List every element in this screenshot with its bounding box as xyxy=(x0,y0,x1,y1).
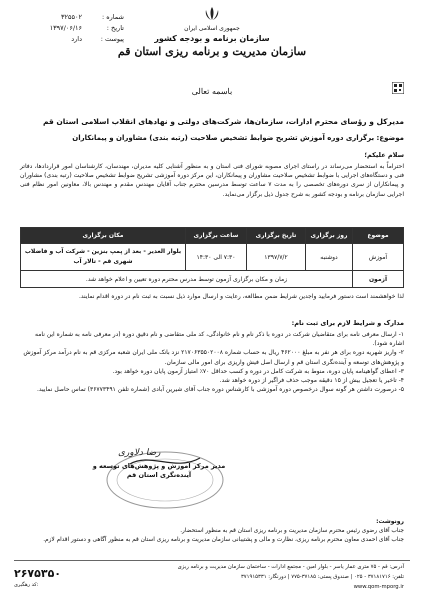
salutation: سلام علیکم؛ xyxy=(364,151,404,159)
department-title: سازمان مدیریت و برنامه ریزی استان قم xyxy=(117,45,307,58)
letter-subject: موضوع: برگزاری دوره آموزش تشریح ضوابط تشخیص صلاحیت (رتبه بندی) مشاوران و پیمانکاران xyxy=(72,134,404,142)
course-venue: بلوار الغدیر - بعد از پمپ بنزین - شرکت آب و فاضلاب شهری قم - تالار آب xyxy=(21,244,186,271)
table-row xyxy=(21,244,404,271)
exam-subject: آزمون xyxy=(353,271,404,288)
requirements-list xyxy=(20,330,404,394)
list-item: ۳- اعطای گواهینامه پایان دوره، منوط به شرکت کامل در دوره و کسب حداقل ۷۰٪ امتیاز آزمون پایان دوره خواهد بود. xyxy=(112,367,404,375)
document-tracking-code: ۲۶۷۵۳۵۰ xyxy=(14,567,61,580)
national-emblem-icon xyxy=(203,6,221,22)
list-item: جناب آقای رضوی رئیس محترم سازمان مدیریت و برنامه ریزی استان قم به منظور استحضار. xyxy=(180,528,404,534)
list-item: جناب آقای احمدی معاون محترم برنامه ریزی، نظارت و مالی و پشتیبانی سازمان مدیریت و برنامه ریزی استان قم به منظور آگاهی و دستور اقدام لازم. xyxy=(43,536,404,543)
footer-address: آدرس: قم - ۷۵ متری عمار یاسر - بلوار امین - مجتمع ادارات - ساختمان سازمان مدیریت و برنامه ریزی xyxy=(177,564,404,570)
letter-meta xyxy=(14,12,124,45)
course-time: ۷:۳۰ الی ۱۴:۳۰ xyxy=(186,244,247,271)
requirements-title: مدارک و شرایط لازم برای ثبت نام: xyxy=(291,319,404,327)
copies-list xyxy=(20,527,404,544)
column-header: موضوع xyxy=(353,228,404,244)
request-notice: لذا خواهشمند است دستور فرمایید واجدین شرایط ضمن مطالعه، رعایت و ارسال موارد ذیل نسبت به ثبت نام در دوره اقدام نمایند. xyxy=(79,293,404,300)
bismillah: باسمه تعالی xyxy=(191,87,233,96)
column-header: مکان برگزاری xyxy=(21,228,186,244)
course-date: ۱۳۹۷/۷/۲ xyxy=(247,244,306,271)
meta-number: شماره : ۳۲۵۵۰۲ xyxy=(61,13,124,21)
government-line: جمهوری اسلامی ایران xyxy=(184,25,240,32)
list-item: ۴- تاخیر یا تعجیل بیش از ۱۵ دقیقه موجب حذف فراگیر از دوره خواهد شد. xyxy=(219,377,404,385)
course-schedule-table xyxy=(20,227,404,288)
organization-line: سازمان برنامه و بودجه کشور xyxy=(154,34,270,43)
footer-contact: تلفن: ۳۷۱۸۱۷۱۶ - ۰۲۵ | صندوق پستی: ۳۷۱۸۵-۷۷۵ | دورنگار: ۳۷۱۹۱۵۳۳۱ xyxy=(240,574,404,580)
letter-body: احتراماً به استحضار می‌رساند در راستای اجرای مصوبه شورای فنی استان و به منظور آشنایی کلیه مدیران، مهندسان، کارشناسان امور قراردادها، دفاتر فنی و دستگاه‌های اجرایی با ضوابط تشخیص صلاحیت مشاوران و پیمانکاران، این مرکز دوره آموزشی تشریح ضوابط تشخیص صلاحیت (رتبه بندی) مشاوران و پیمانکاران از سری دوره‌های تخصصی را به مدت ۷ ساعت توسط مدرسین محترم جناب آقایان مهندس مقدم و مهندس بالا، معاونین امور نظام فنی اجرایی سازمان برنامه و بودجه کشور به شرح جدول ذیل برگزار می‌نماید. xyxy=(20,163,405,198)
course-day: دوشنبه xyxy=(306,244,353,271)
list-item: ۵- درصورت داشتن هر گونه سوال درخصوص دوره آموزشی با کارشناس دوره جناب آقای شیرین آبادی (شماره تلفن ۳۶۷۷۳۴۹۱) تماس حاصل نمایید. xyxy=(36,386,404,394)
column-header: روز برگزاری xyxy=(306,228,353,244)
course-subject: آموزش xyxy=(353,244,404,271)
recipient: مدیرکل و رؤسای محترم ادارات، سازمان‌ها، شرکت‌های دولتی و نهادهای انقلاب اسلامی استان قم xyxy=(42,117,404,126)
column-header: ساعت برگزاری xyxy=(186,228,247,244)
signatory-title: مدیر مرکز آموزش و پژوهش‌های توسعه و آینده‌نگری استان قم xyxy=(92,462,226,479)
table-header-row xyxy=(21,228,404,244)
signatory-name: رضا دلاوری xyxy=(118,448,161,458)
meta-date: تاریخ : ۱۳۹۷/۰۶/۱۶ xyxy=(49,24,124,32)
footer-website[interactable]: www.qom-mporg.ir xyxy=(353,584,404,590)
table-row xyxy=(21,271,404,288)
meta-attachment: پیوست : دارد xyxy=(71,35,124,43)
column-header: تاریخ برگزاری xyxy=(247,228,306,244)
footer-divider xyxy=(14,560,410,561)
list-item: ۲- واریز شهریه دوره برای هر نفر به مبلغ ۴۶۲۰۰۰ ریال به حساب شماره ۲۱۷۰۶۳۵۵۰۲۰۰۸ نزد بانک ملی ایران شعبه مرکزی قم به نام درآمد مرکز آموزش و پژوهش‌های توسعه و آینده‌نگری استان قم و ارسال اصل فیش واریزی برای امور مالی سازمان. xyxy=(23,349,404,366)
tracking-code-label: کد رهگیری: xyxy=(14,582,39,588)
exam-note: زمان و مکان برگزاری آزمون توسط مدرس محترم دوره تعیین و اعلام خواهد شد. xyxy=(21,271,353,288)
list-item: ۱- ارسال معرفی نامه برای متقاضیان شرکت در دوره با ذکر نام و نام خانوادگی، کد ملی متقاضی و نام دقیق دوره (در معرفی نامه به شماره این نامه اشاره شود). xyxy=(34,331,404,348)
copies-title: رونوشت: xyxy=(376,518,404,525)
